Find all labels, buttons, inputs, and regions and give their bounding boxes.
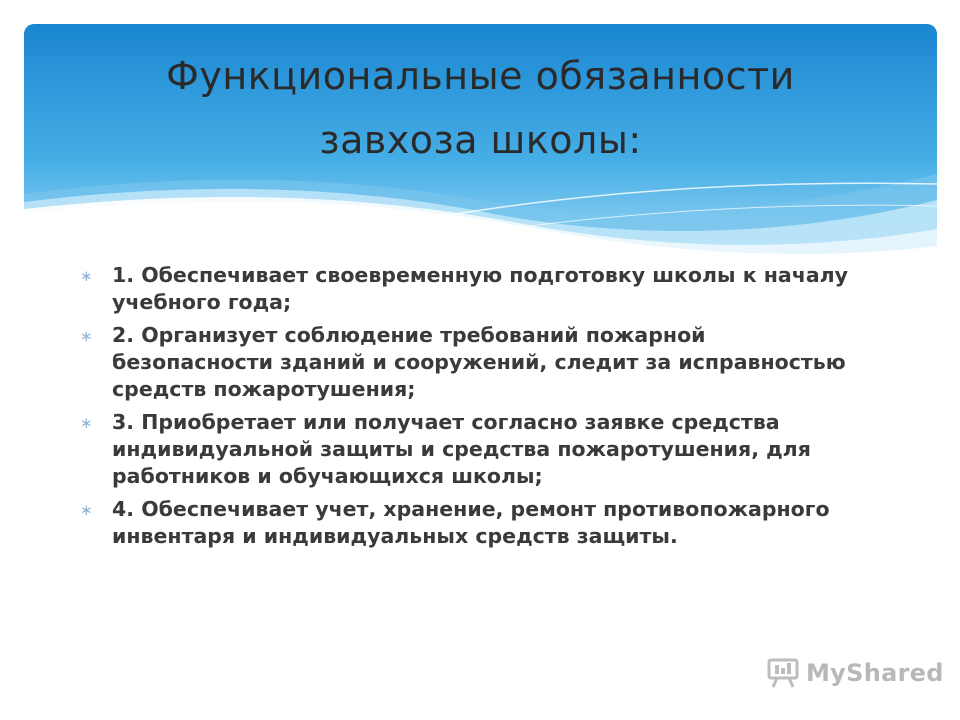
watermark <box>766 656 944 690</box>
list-item-text: 2. Организует соблюдение требований пожарной безопасности зданий и сооружений, следит за исправностью средств пожаротушения; <box>112 323 846 401</box>
asterisk-bullet-icon: ∗ <box>80 414 93 432</box>
asterisk-bullet-icon: ∗ <box>80 267 93 285</box>
asterisk-bullet-icon: ∗ <box>80 501 93 519</box>
list-item <box>80 262 860 316</box>
list-item <box>80 496 860 550</box>
asterisk-bullet-icon: ∗ <box>80 327 93 345</box>
bullet-list <box>80 262 860 556</box>
title-line-2: завхоза школы: <box>319 118 642 162</box>
presentation-icon <box>766 656 800 690</box>
list-item <box>80 322 860 403</box>
slide-title <box>24 44 937 172</box>
list-item-text: 1. Обеспечивает своевременную подготовку школы к началу учебного года; <box>112 263 849 314</box>
list-item <box>80 409 860 490</box>
title-line-1: Функциональные обязанности <box>166 54 795 98</box>
list-item-text: 3. Приобретает или получает согласно заявке средства индивидуальной защиты и средства пожаротушения, для работников и обучающихся школы; <box>112 410 811 488</box>
watermark-text: MyShared <box>806 659 944 687</box>
list-item-text: 4. Обеспечивает учет, хранение, ремонт противопожарного инвентаря и индивидуальных средств защиты. <box>112 497 830 548</box>
